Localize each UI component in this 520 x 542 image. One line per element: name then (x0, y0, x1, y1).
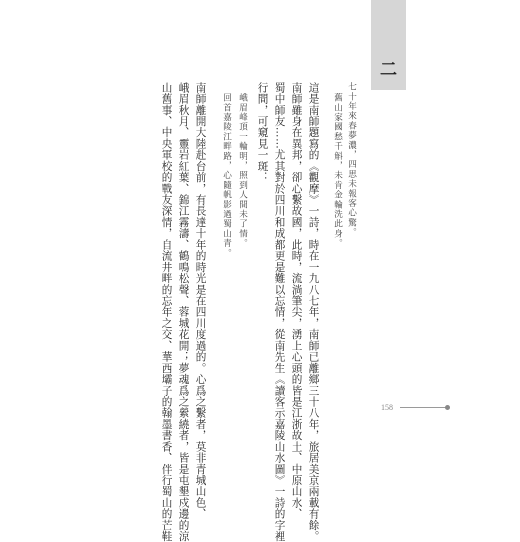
prose-column: 蜀中師友……尤其對於四川和成都更是難以忘情，從南先生《讀客示嘉陵山水圖》一詩的字裡 (273, 82, 286, 542)
prose-column: 南師離開大陸赴台前，有長達十年的時光是在四川度過的。心爲之繫者，莫非青城山色、 (194, 82, 207, 520)
chapter-label: 二 (380, 60, 397, 80)
prose-column: 峨眉秋月、靈岩紅葉、錦江霧濤、鶴鳴松聲、蓉城花開；夢魂爲之縈繞者，皆是屯墾戍邊的涼 (177, 82, 190, 542)
prose-column: 山舊事、中央軍校的戰友深情，自流井畔的忘年之交、華西壩子的翰墨書香、伴行蜀山的芒鞋 (160, 82, 173, 542)
poem-line: 峨眉峰頂一輪明，照到人間未了情。 (237, 93, 248, 249)
page-number: 158 (381, 403, 393, 412)
prose-column: 行間，可窺見一斑： (256, 82, 269, 183)
poem-line: 回首嘉陵江畔路，心隨帆影過蜀山青。 (221, 93, 232, 258)
poem-line: 舊山家國愁千斛，未肯金輪洗此身。 (332, 93, 343, 249)
prose-column: 南師雖身在異邦，卻心繫故國，此時，流淌筆尖，湧上心頭的皆是江浙故土、中原山水、 (290, 82, 303, 520)
folio-rule (400, 407, 446, 408)
chapter-tab (371, 0, 406, 90)
folio-dot (445, 405, 450, 410)
poem-line: 七十年來春夢濃，四思未報客心驚。 (346, 82, 357, 238)
prose-column: 這是南師題寫的《觀摩》一詩，時在一九八七年，南師已離鄉三十八年，旅居美京兩載有餘。 (307, 82, 320, 542)
